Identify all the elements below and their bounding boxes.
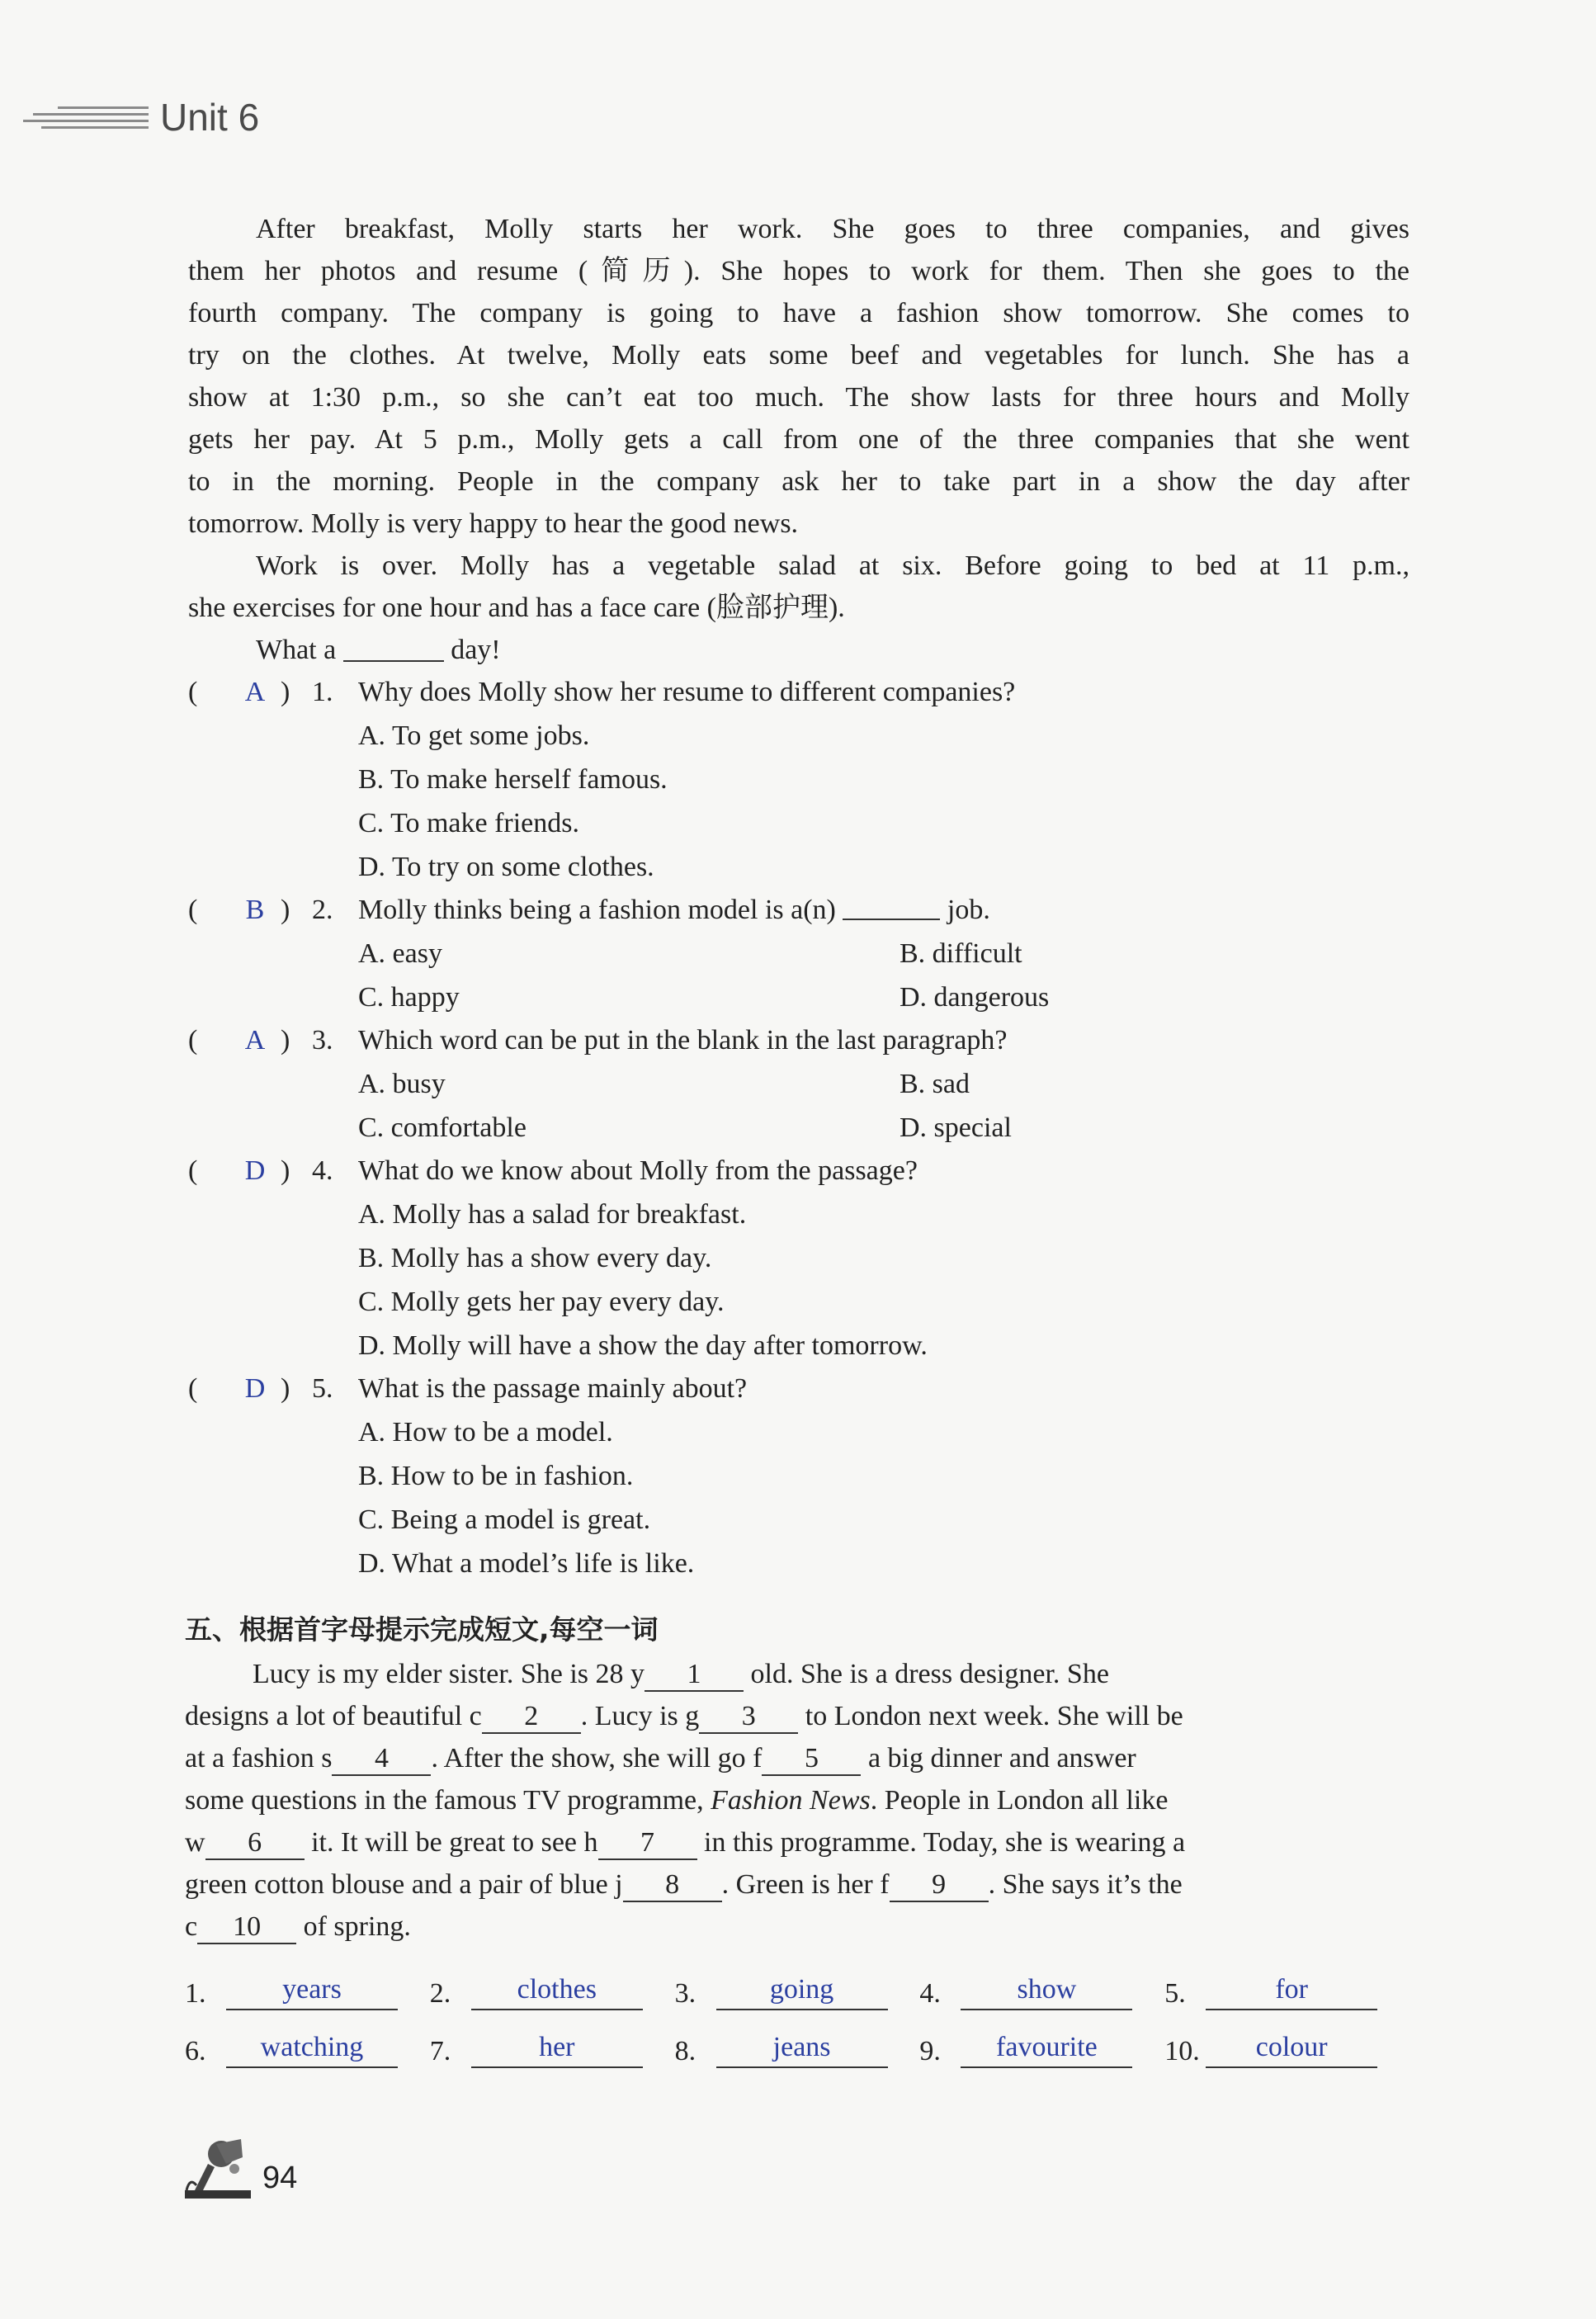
question-text-end: job. (947, 895, 990, 925)
cloze-text: a big dinner and answer (861, 1743, 1136, 1773)
question-text: Which word can be put in the blank in the last paragraph? (358, 1025, 1008, 1056)
cloze-blank: 2 (482, 1701, 581, 1734)
answer-field[interactable]: colour (1206, 2029, 1377, 2068)
option: B. sad (900, 1069, 970, 1099)
option: D. special (900, 1112, 1012, 1143)
cloze-text: c (185, 1911, 198, 1942)
cloze-text: of spring. (296, 1911, 411, 1942)
option: A. To get some jobs. (358, 720, 590, 751)
option: D. dangerous (900, 982, 1050, 1013)
unit-title: Unit 6 (160, 96, 260, 139)
answer-number: 1. (185, 1978, 206, 2009)
answer-grid (185, 1953, 1409, 2068)
answer-number: 9. (919, 2036, 941, 2066)
question-number: 1. (312, 677, 333, 707)
cloze-blank: 9 (890, 1869, 989, 1902)
cloze-text: . After the show, she will go f (431, 1743, 763, 1773)
page-number: 94 (262, 2161, 298, 2195)
cloze-blank: 8 (623, 1869, 722, 1902)
question-2: ( B ) 2. Molly thinks being a fashion model is a(n) job. A. easy B. difficult C. happy D. dangerous (188, 889, 1409, 1019)
question-number: 4. (312, 1155, 333, 1186)
desk-lamp-icon (183, 2136, 254, 2202)
answer-number: 2. (429, 1978, 451, 2009)
question-number: 2. (312, 895, 333, 925)
answer-number: 7. (429, 2036, 451, 2066)
question-text: Why does Molly show her resume to different companies? (358, 677, 1016, 707)
question-number: 5. (312, 1373, 333, 1404)
option: D. What a model’s life is like. (358, 1548, 695, 1579)
passage-line: Work is over. Molly has a vegetable salad at six. Before going to bed at 11 p.m., (256, 550, 1409, 581)
final-text-before: What a (256, 635, 337, 665)
option: A. busy (358, 1069, 446, 1099)
answer-mark: D (244, 1155, 266, 1186)
answer-number: 3. (674, 1978, 696, 2009)
option: C. comfortable (358, 1112, 526, 1143)
passage-line: tomorrow. Molly is very happy to hear the good news. (188, 508, 799, 539)
answer-field[interactable]: jeans (716, 2029, 888, 2068)
passage-line: fourth company. The company is going to have a fashion show tomorrow. She comes to (188, 298, 1409, 328)
answer-field[interactable]: going (716, 1971, 888, 2010)
option: B. difficult (900, 938, 1022, 969)
answer-number: 4. (919, 1978, 941, 2009)
cloze-text: w (185, 1827, 205, 1858)
answer-number: 8. (674, 2036, 696, 2066)
cloze-text: . She says it’s the (988, 1869, 1183, 1900)
option: B. Molly has a show every day. (358, 1243, 712, 1273)
answer-field[interactable]: watching (226, 2029, 398, 2068)
answer-field[interactable]: clothes (471, 1971, 643, 2010)
question-text: What is the passage mainly about? (358, 1373, 748, 1404)
cloze-text: in this programme. Today, she is wearing a (696, 1827, 1186, 1858)
section-title: 五、根据首字母提示完成短文,每空一词 (185, 1613, 659, 1646)
header-decoration (23, 105, 149, 130)
passage-line: try on the clothes. At twelve, Molly eats some beef and vegetables for lunch. She has a (188, 340, 1409, 371)
main-content (185, 208, 1409, 2068)
passage-line: gets her pay. At 5 p.m., Molly gets a call from one of the three companies that she went (188, 424, 1409, 455)
option: A. How to be a model. (358, 1417, 613, 1448)
cloze-text: . Green is her f (721, 1869, 890, 1900)
cloze-blank: 7 (598, 1827, 697, 1860)
final-text-after: day! (451, 635, 501, 665)
option: A. easy (358, 938, 442, 969)
cloze-blank: 5 (762, 1743, 861, 1776)
question-number: 3. (312, 1025, 333, 1056)
passage-line: to in the morning. People in the company ask her to take part in a show the day after (188, 466, 1409, 497)
option: C. Molly gets her pay every day. (358, 1287, 725, 1317)
programme-name: Fashion News (711, 1785, 871, 1816)
cloze-text: some questions in the famous TV programme, (185, 1785, 711, 1816)
option: B. How to be in fashion. (358, 1461, 634, 1491)
answer-field[interactable]: her (471, 2029, 643, 2068)
question-3: ( A ) 3. Which word can be put in the blank in the last paragraph? A. busy B. sad C. comfortable D. special (188, 1019, 1409, 1150)
cloze-text: . Lucy is g (580, 1701, 700, 1731)
question-5: ( D ) 5. What is the passage mainly about? A. How to be a model. B. How to be in fashion. C. Being a model is great. D. What a model’s life is like. (188, 1367, 1409, 1585)
cloze-blank: 1 (645, 1659, 744, 1692)
answer-number: 5. (1164, 1978, 1186, 2009)
answer-field[interactable]: favourite (961, 2029, 1132, 2068)
cloze-text: designs a lot of beautiful c (185, 1701, 482, 1731)
cloze-text: old. She is a dress designer. She (744, 1659, 1109, 1689)
answer-field[interactable]: years (226, 1971, 398, 2010)
answer-mark: B (245, 895, 265, 925)
cloze-passage (185, 1653, 1409, 1948)
answer-field[interactable]: show (961, 1971, 1132, 2010)
passage-line: After breakfast, Molly starts her work. She goes to three companies, and gives (256, 214, 1409, 244)
cloze-text: . People in London all like (870, 1785, 1169, 1816)
answer-mark: D (244, 1373, 266, 1404)
passage-final-line (188, 629, 1409, 671)
question-text: Molly thinks being a fashion model is a(n) (358, 895, 836, 925)
option: C. Being a model is great. (358, 1504, 651, 1535)
cloze-text: to London next week. She will be (798, 1701, 1183, 1731)
option: D. Molly will have a show the day after tomorrow. (358, 1330, 928, 1361)
cloze-text: it. It will be great to see h (304, 1827, 598, 1858)
cloze-text: green cotton blouse and a pair of blue j (185, 1869, 623, 1900)
option: C. happy (358, 982, 460, 1013)
passage-line: them her photos and resume (简历). She hopes to work for them. Then she goes to the (188, 256, 1409, 286)
cloze-blank: 6 (205, 1827, 305, 1860)
unit-header (23, 92, 259, 142)
cloze-blank: 3 (699, 1701, 798, 1734)
question-1: ( A ) 1. Why does Molly show her resume to different companies? A. To get some jobs. B. To make herself famous. C. To make friends. D. To try on some clothes. (188, 671, 1409, 889)
option: D. To try on some clothes. (358, 852, 654, 882)
passage-line: show at 1:30 p.m., so she can’t eat too much. The show lasts for three hours and Molly (188, 382, 1409, 413)
reading-passage (188, 208, 1409, 671)
cloze-text: at a fashion s (185, 1743, 333, 1773)
cloze-blank: 10 (197, 1911, 296, 1944)
passage-blank (343, 631, 444, 662)
question-text: What do we know about Molly from the passage? (358, 1155, 918, 1186)
option: C. To make friends. (358, 808, 579, 838)
cloze-text: Lucy is my elder sister. She is 28 y (253, 1659, 645, 1689)
cloze-blank: 4 (332, 1743, 431, 1776)
passage-line: she exercises for one hour and has a face care (脸部护理). (188, 593, 845, 623)
question-blank (843, 889, 940, 920)
question-4: ( D ) 4. What do we know about Molly from the passage? A. Molly has a salad for breakfast. B. Molly has a show every day. C. Molly gets her pay every day. D. Molly will have a show the day after tomorrow. (188, 1150, 1409, 1367)
option: B. To make herself famous. (358, 764, 668, 795)
answer-number: 10. (1164, 2036, 1200, 2066)
answer-field[interactable]: for (1206, 1971, 1377, 2010)
answer-number: 6. (185, 2036, 206, 2066)
answer-mark: A (244, 1025, 266, 1056)
option: A. Molly has a salad for breakfast. (358, 1199, 747, 1230)
answer-mark: A (244, 677, 266, 707)
